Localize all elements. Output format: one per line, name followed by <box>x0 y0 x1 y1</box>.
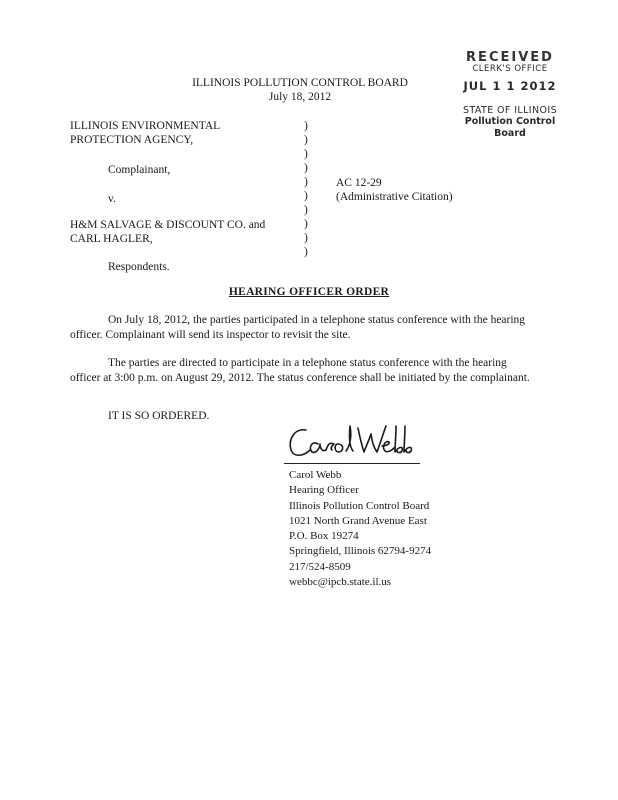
caption-paren: ) <box>304 190 308 202</box>
case-number: AC 12-29 <box>336 177 382 189</box>
signer-email: webbc@ipcb.state.il.us <box>289 576 392 589</box>
signer-name: Carol Webb <box>289 469 342 481</box>
signature-line <box>284 463 420 464</box>
signer-title: Hearing Officer <box>289 484 359 497</box>
document-date: July 18, 2012 <box>268 91 332 104</box>
caption-paren: ) <box>304 232 308 244</box>
signer-address-line1: 1021 North Grand Avenue East <box>289 514 427 527</box>
handwritten-signature <box>286 420 416 468</box>
stamp-board: Pollution Control Board <box>464 116 556 139</box>
signer-phone: 217/524-8509 <box>289 560 351 573</box>
stamp-received-label: RECEIVED <box>466 50 554 65</box>
caption-paren: ) <box>304 204 308 216</box>
order-paragraph-1: On July 18, 2012, the parties participated in a telephone status conference with the hearing officer. Complainant will send its inspector to revisit the site. <box>70 314 526 341</box>
order-closing: IT IS SO ORDERED. <box>108 410 210 422</box>
signer-address-line2: P.O. Box 19274 <box>289 530 359 543</box>
caption-paren: ) <box>304 162 308 174</box>
stamp-state: STATE OF ILLINOIS <box>462 105 558 117</box>
case-type: (Administrative Citation) <box>336 191 453 203</box>
caption-paren: ) <box>304 176 308 188</box>
respondent-role: Respondents. <box>108 261 170 273</box>
order-title: HEARING OFFICER ORDER <box>228 286 390 298</box>
respondent-name-line2: CARL HAGLER, <box>70 233 153 245</box>
signer-organization: Illinois Pollution Control Board <box>289 499 430 512</box>
caption-paren: ) <box>304 134 308 146</box>
versus-label: v. <box>108 193 116 205</box>
document-header <box>150 76 450 105</box>
stamp-office-label: CLERK'S OFFICE <box>472 64 548 75</box>
caption-paren: ) <box>304 246 308 258</box>
caption-paren: ) <box>304 120 308 132</box>
signer-city: Springfield, Illinois 62794-9274 <box>289 545 432 558</box>
caption-paren: ) <box>304 148 308 160</box>
complainant-name-line2: PROTECTION AGENCY, <box>70 134 194 146</box>
caption-paren: ) <box>304 218 308 230</box>
board-name: ILLINOIS POLLUTION CONTROL BOARD <box>192 77 408 89</box>
received-stamp <box>448 50 572 140</box>
respondent-name-line1: H&M SALVAGE & DISCOUNT CO. and <box>70 219 266 231</box>
stamp-date: JUL 1 1 2012 <box>463 78 557 93</box>
order-paragraph-2: The parties are directed to participate in a telephone status conference with the hearing officer at 3:00 p.m. on August 29, 2012. The status conference shall be initiated by the complainant. <box>70 357 530 384</box>
complainant-name-line1: ILLINOIS ENVIRONMENTAL <box>70 120 221 132</box>
complainant-role: Complainant, <box>108 164 171 176</box>
signature-block <box>289 468 431 590</box>
